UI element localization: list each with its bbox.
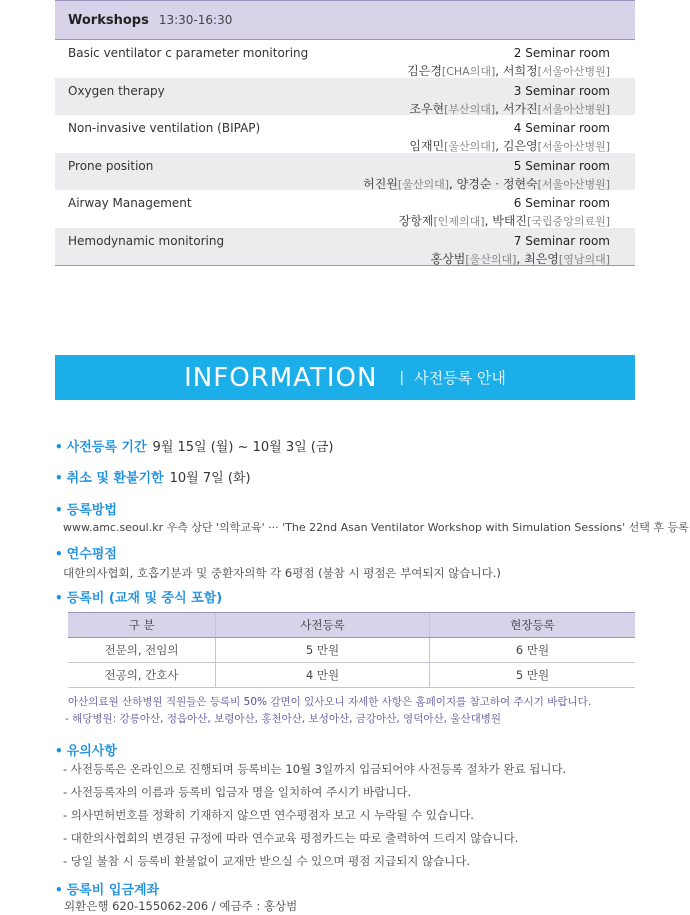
workshop-instructors: 조우현[부산의대], 서가진[서울아산병원] [409, 101, 610, 116]
caution-section [55, 740, 117, 759]
caution-item: - 사전등록은 온라인으로 진행되며 등록비는 10월 3일까지 입금되어야 사전등록 절차가 완료 됩니다. [63, 762, 567, 776]
workshop-name: Prone position [68, 158, 154, 173]
workshop-room: 4 Seminar room [513, 121, 610, 135]
method-text [60, 519, 689, 535]
cancel-label: 취소 및 환불기한 [66, 471, 164, 486]
prereg-period [55, 436, 334, 455]
instructor-name: 최은영 [524, 251, 559, 266]
bullet-icon: • [55, 883, 63, 897]
instructor-name: 홍상범 [430, 251, 466, 266]
instructor-affiliation: [영남의대] [558, 252, 610, 266]
instructor-name: 김은경 [407, 64, 442, 78]
fee-header-prereg: 사전등록 [216, 613, 430, 638]
fee-header-row [68, 613, 635, 638]
information-title: INFORMATION [184, 362, 378, 393]
credit-section [55, 543, 117, 562]
workshop-name: Hemodynamic monitoring [68, 233, 225, 248]
cancel-value: 10월 7일 (화) [169, 471, 251, 486]
instructor-affiliation: [서울아산병원] [537, 177, 610, 191]
credit-body: 대한의사협회, 호흡기분과 및 중환자의학 각 6평점 (불참 시 평점은 부여되지 않습니다.) [63, 566, 501, 580]
fee-cell: 전문의, 전임의 [68, 638, 216, 663]
account-section [55, 879, 159, 898]
instructor-name: 허진원 [363, 176, 398, 191]
table-row [55, 115, 635, 153]
bullet-icon: • [55, 547, 63, 561]
caution-label: 유의사항 [66, 744, 117, 759]
fee-cell: 5 만원 [216, 638, 430, 663]
instructor-name: 박태진 [492, 214, 528, 228]
caution-item: - 사전등록자의 이름과 등록비 입금자 명을 일치하여 주시기 바랍니다. [63, 785, 412, 799]
fee-cell: 6 만원 [430, 638, 636, 663]
fee-cell: 전공의, 간호사 [68, 663, 216, 688]
workshops-table [55, 0, 635, 266]
table-row [55, 153, 635, 191]
fee-note-hospitals: - 해당병원: 강릉아산, 정읍아산, 보령아산, 홍천아산, 보성아산, 금강아산, 영덕아산, 울산대병원 [65, 713, 502, 725]
account-label: 등록비 입금계좌 [66, 883, 160, 898]
fee-section [55, 587, 222, 606]
method-section [55, 499, 117, 518]
workshop-name: Basic ventilator c parameter monitoring [68, 46, 309, 60]
workshop-room: 6 Seminar room [513, 196, 610, 210]
information-banner [55, 355, 635, 400]
workshop-instructors: 장항제[인제의대], 박태진[국립중앙의료원] [398, 214, 610, 228]
table-row [68, 663, 635, 688]
workshop-name: Non-invasive ventilation (BIPAP) [68, 121, 261, 135]
workshops-time: 13:30-16:30 [158, 13, 233, 27]
table-row [55, 40, 635, 78]
fee-header-onsite: 현장등록 [430, 613, 636, 638]
fee-note-discount: 아산의료원 산하병원 직원들은 등록비 50% 감면이 있사오니 자세한 사항은 홈페이지를 참고하여 주시기 바랍니다. [68, 696, 592, 708]
instructor-name: 김은영 [502, 139, 538, 153]
workshop-room: 7 Seminar room [513, 233, 610, 248]
workshop-instructors: 임재민[울산의대], 김은영[서울아산병원] [409, 139, 610, 153]
workshop-room: 3 Seminar room [513, 83, 610, 98]
table-row [55, 78, 635, 116]
caution-item: - 당일 불참 시 등록비 환불없이 교재만 받으실 수 있으며 평점 지급되지 않습니다. [63, 854, 471, 868]
instructor-name: 서희정 [502, 64, 538, 78]
credit-text [60, 565, 501, 581]
workshop-instructors: 허진원[울산의대], 양경순 · 정현숙[서울아산병원] [363, 176, 610, 191]
workshop-name: Oxygen therapy [68, 83, 165, 98]
workshop-room: 5 Seminar room [513, 158, 610, 173]
instructor-affiliation: [인제의대] [433, 215, 485, 228]
workshops-header [55, 0, 635, 40]
workshops-rows [55, 40, 635, 265]
instructor-affiliation: [서울아산병원] [537, 140, 610, 153]
workshop-name: Airway Management [68, 196, 192, 210]
workshops-title: Workshops [68, 12, 149, 28]
bullet-icon: • [55, 440, 63, 454]
information-subtitle: 사전등록 안내 [414, 369, 506, 387]
caution-item: - 대한의사협회의 변경된 규정에 따라 연수교육 평점카드는 따로 출력하여 드리지 않습니다. [63, 831, 519, 845]
prereg-value: 9월 15일 (월) ~ 10월 3일 (금) [152, 440, 334, 455]
instructor-affiliation: [부산의대] [444, 102, 496, 116]
cancel-deadline [55, 467, 251, 486]
information-separator: | [399, 369, 405, 386]
account-text: 외환은행 620-155062-206 / 예금주 : 홍상범 [64, 899, 298, 913]
instructor-affiliation: [울산의대] [397, 177, 450, 191]
instructor-name: 조우현 [409, 101, 445, 116]
instructor-affiliation: [CHA의대] [441, 65, 496, 78]
instructor-name: 장항제 [398, 214, 434, 228]
bullet-icon: • [55, 471, 63, 485]
bullet-icon: • [55, 503, 63, 517]
table-row [55, 228, 635, 266]
instructor-name: 서가진 [502, 101, 538, 116]
credit-label: 연수평점 [66, 547, 117, 562]
method-body: www.amc.seoul.kr 우측 상단 '의학교육' ··· 'The 22nd Asan Ventilator Workshop with Simulation Sessions' 선택 후 등록 [63, 521, 689, 534]
instructor-affiliation: [국립중앙의료원] [527, 215, 610, 228]
fee-header-category: 구 분 [68, 613, 216, 638]
bullet-icon: • [55, 591, 63, 605]
prereg-label: 사전등록 기간 [66, 440, 147, 455]
instructor-affiliation: [울산의대] [465, 252, 517, 266]
instructor-affiliation: [서울아산병원] [537, 102, 610, 116]
instructor-affiliation: [울산의대] [444, 140, 496, 153]
instructor-name: 임재민 [409, 139, 445, 153]
fee-label: 등록비 (교재 및 중식 포함) [66, 591, 223, 606]
instructor-name: 양경순 · 정현숙 [456, 176, 538, 191]
fee-table [68, 612, 635, 688]
workshop-room: 2 Seminar room [513, 46, 610, 60]
workshop-instructors: 김은경[CHA의대], 서희정[서울아산병원] [407, 64, 610, 78]
method-label: 등록방법 [66, 503, 117, 518]
bullet-icon: • [55, 744, 63, 758]
fee-cell: 4 만원 [216, 663, 430, 688]
fee-cell: 5 만원 [430, 663, 636, 688]
instructor-affiliation: [서울아산병원] [537, 65, 610, 78]
workshop-instructors: 홍상범[울산의대], 최은영[영남의대] [430, 251, 610, 266]
table-row [55, 190, 635, 228]
caution-item: - 의사면허번호를 정확히 기재하지 않으면 연수평점자 보고 시 누락될 수 있습니다. [63, 808, 474, 822]
table-row [68, 638, 635, 663]
